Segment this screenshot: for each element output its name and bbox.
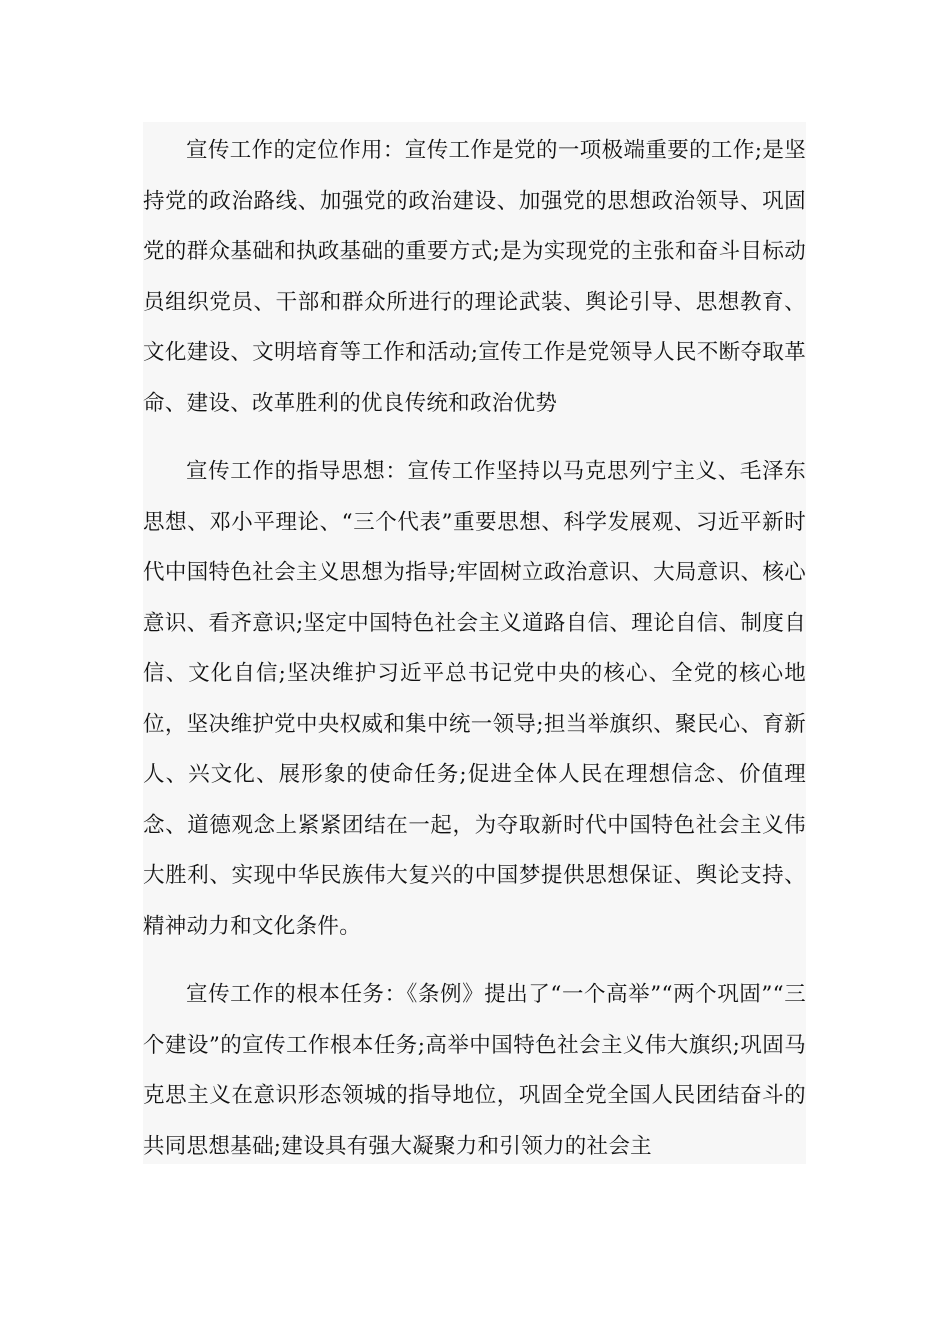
paragraph-guiding-ideology: 宣传工作的指导思想：宣传工作坚持以马克思列宁主义、毛泽东思想、邓小平理论、“三个代表”重要思想、科学发展观、习近平新时代中国特色社会主义思想为指导;牢固树立政治意识、大局意识、核心意识、看齐意识;坚定中国特色社会主义道路自信、理论自信、制度自信、文化自信;坚决维护习近平总书记党中央的核心、全党的核心地位，坚决维护党中央权威和集中统一领导;担当举旗织、聚民心、育新人、兴文化、展形象的使命任务;促进全体人民在理想信念、价值理念、道德观念上紧紧团结在一起，为夺取新时代中国特色社会主义伟大胜利、实现中华民族伟大复兴的中国梦提供思想保证、舆论支持、精神动力和文化条件。: [143, 459, 806, 939]
document-body: [143, 122, 806, 1164]
paragraph-fundamental-task: 宣传工作的根本任务：《条例》提出了“一个高举”“两个巩固”“三个建设”的宣传工作根本任务;高举中国特色社会主义伟大旗织;巩固马克思主义在意识形态领城的指导地位，巩固全党全国人民团结奋斗的共同思想基础;建设具有强大凝聚力和引领力的社会主: [143, 982, 806, 1159]
paragraph-positioning-role: 宣传工作的定位作用：宣传工作是党的一项极端重要的工作;是坚持党的政治路线、加强党的政治建设、加强党的思想政治领导、巩固党的群众基础和执政基础的重要方式;是为实现党的主张和奋斗目标动员组织党员、干部和群众所进行的理论武装、舆论引导、思想教育、文化建设、文明培育等工作和活动;宣传工作是党领导人民不断夺取革命、建设、改革胜利的优良传统和政治优势: [143, 138, 806, 416]
